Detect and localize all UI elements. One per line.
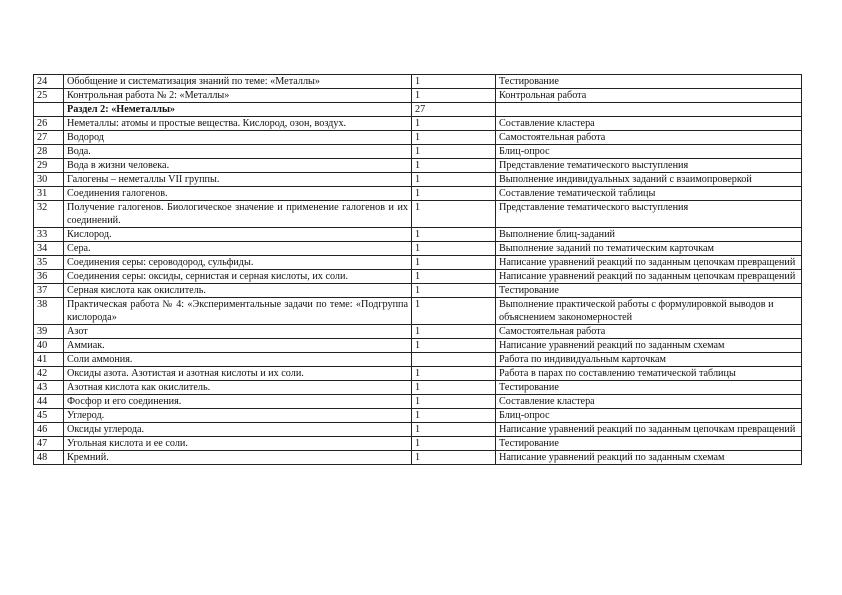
lesson-topic-cell: Соединения серы: сероводород, сульфиды. [64, 256, 412, 270]
lesson-number-cell: 43 [34, 381, 64, 395]
assessment-form-cell: Написание уравнений реакций по заданным схемам [496, 339, 802, 353]
table-row [34, 145, 802, 159]
assessment-form-cell: Самостоятельная работа [496, 131, 802, 145]
lesson-number-cell: 37 [34, 284, 64, 298]
lesson-plan-page [33, 74, 801, 465]
lesson-number-cell: 27 [34, 131, 64, 145]
table-row [34, 270, 802, 284]
lesson-number-cell: 33 [34, 228, 64, 242]
table-row [34, 325, 802, 339]
table-row [34, 395, 802, 409]
assessment-form-cell: Работа по индивидуальным карточкам [496, 353, 802, 367]
table-row [34, 284, 802, 298]
lesson-hours-cell: 1 [412, 228, 496, 242]
lesson-hours-cell: 1 [412, 75, 496, 89]
lesson-topic-cell: Вода в жизни человека. [64, 159, 412, 173]
assessment-form-cell: Составление кластера [496, 117, 802, 131]
lesson-number-cell: 26 [34, 117, 64, 131]
table-row [34, 437, 802, 451]
lesson-hours-cell: 1 [412, 256, 496, 270]
lesson-number-cell: 31 [34, 187, 64, 201]
assessment-form-cell: Выполнение заданий по тематическим карточкам [496, 242, 802, 256]
lesson-number-cell: 38 [34, 298, 64, 325]
lesson-topic-cell: Серная кислота как окислитель. [64, 284, 412, 298]
table-row [34, 298, 802, 325]
lesson-number-cell: 48 [34, 451, 64, 465]
lesson-hours-cell: 1 [412, 437, 496, 451]
assessment-form-cell: Тестирование [496, 381, 802, 395]
lesson-hours-cell: 1 [412, 173, 496, 187]
lesson-topic-cell: Аммиак. [64, 339, 412, 353]
assessment-form-cell: Выполнение блиц-заданий [496, 228, 802, 242]
lesson-hours-cell: 1 [412, 367, 496, 381]
lesson-number-cell: 34 [34, 242, 64, 256]
lesson-topic-cell: Сера. [64, 242, 412, 256]
lesson-hours-cell: 1 [412, 284, 496, 298]
lesson-topic-cell: Оксиды азота. Азотистая и азотная кислоты и их соли. [64, 367, 412, 381]
lesson-topic-cell: Контрольная работа № 2: «Металлы» [64, 89, 412, 103]
assessment-form-cell: Написание уравнений реакций по заданным цепочкам превращений [496, 423, 802, 437]
table-row [34, 187, 802, 201]
lesson-topic-cell: Водород [64, 131, 412, 145]
lesson-number-cell: 39 [34, 325, 64, 339]
assessment-form-cell: Представление тематического выступления [496, 201, 802, 228]
assessment-form-cell: Самостоятельная работа [496, 325, 802, 339]
lesson-topic-cell: Вода. [64, 145, 412, 159]
lesson-topic-cell: Обобщение и систематизация знаний по теме: «Металлы» [64, 75, 412, 89]
lesson-topic-cell: Соединения серы: оксиды, сернистая и серная кислоты, их соли. [64, 270, 412, 284]
lesson-hours-cell: 1 [412, 409, 496, 423]
lesson-number-cell: 32 [34, 201, 64, 228]
lesson-topic-cell: Кремний. [64, 451, 412, 465]
assessment-form-cell: Выполнение индивидуальных заданий с взаимопроверкой [496, 173, 802, 187]
lesson-number-cell: 30 [34, 173, 64, 187]
table-row [34, 242, 802, 256]
lesson-number-cell: 28 [34, 145, 64, 159]
assessment-form-cell: Написание уравнений реакций по заданным цепочкам превращений [496, 256, 802, 270]
table-row [34, 173, 802, 187]
lesson-number-cell: 47 [34, 437, 64, 451]
lesson-plan-table [33, 74, 802, 465]
lesson-hours-cell: 1 [412, 117, 496, 131]
table-row [34, 367, 802, 381]
lesson-topic-cell: Азотная кислота как окислитель. [64, 381, 412, 395]
assessment-form-cell: Тестирование [496, 75, 802, 89]
lesson-number-cell: 40 [34, 339, 64, 353]
table-row [34, 451, 802, 465]
lesson-topic-cell: Фосфор и его соединения. [64, 395, 412, 409]
lesson-topic-cell: Раздел 2: «Неметаллы» [64, 103, 412, 117]
lesson-hours-cell: 1 [412, 89, 496, 103]
lesson-hours-cell: 1 [412, 187, 496, 201]
lesson-topic-cell: Соли аммония. [64, 353, 412, 367]
lesson-hours-cell: 1 [412, 159, 496, 173]
lesson-hours-cell: 1 [412, 381, 496, 395]
lesson-topic-cell: Практическая работа № 4: «Экспериментальные задачи по теме: «Подгруппа кислорода» [64, 298, 412, 325]
lesson-number-cell: 35 [34, 256, 64, 270]
assessment-form-cell: Составление тематической таблицы [496, 187, 802, 201]
assessment-form-cell: Контрольная работа [496, 89, 802, 103]
lesson-number-cell: 29 [34, 159, 64, 173]
lesson-hours-cell: 1 [412, 298, 496, 325]
lesson-hours-cell: 1 [412, 145, 496, 159]
table-row [34, 75, 802, 89]
lesson-hours-cell: 1 [412, 242, 496, 256]
table-row [34, 339, 802, 353]
table-row [34, 117, 802, 131]
lesson-number-cell: 42 [34, 367, 64, 381]
lesson-topic-cell: Галогены – неметаллы VII группы. [64, 173, 412, 187]
table-row [34, 409, 802, 423]
lesson-hours-cell [412, 353, 496, 367]
lesson-number-cell: 46 [34, 423, 64, 437]
lesson-topic-cell: Получение галогенов. Биологическое значение и применение галогенов и их соединений. [64, 201, 412, 228]
lesson-topic-cell: Соединения галогенов. [64, 187, 412, 201]
assessment-form-cell: Написание уравнений реакций по заданным цепочкам превращений [496, 270, 802, 284]
lesson-topic-cell: Угольная кислота и ее соли. [64, 437, 412, 451]
assessment-form-cell: Представление тематического выступления [496, 159, 802, 173]
lesson-number-cell: 41 [34, 353, 64, 367]
lesson-hours-cell: 1 [412, 131, 496, 145]
lesson-number-cell: 24 [34, 75, 64, 89]
lesson-topic-cell: Оксиды углерода. [64, 423, 412, 437]
assessment-form-cell: Тестирование [496, 437, 802, 451]
assessment-form-cell: Блиц-опрос [496, 409, 802, 423]
lesson-topic-cell: Кислород. [64, 228, 412, 242]
lesson-hours-cell: 1 [412, 339, 496, 353]
lesson-number-cell: 25 [34, 89, 64, 103]
lesson-topic-cell: Неметаллы: атомы и простые вещества. Кислород, озон, воздух. [64, 117, 412, 131]
lesson-hours-cell: 1 [412, 423, 496, 437]
table-row [34, 353, 802, 367]
assessment-form-cell: Работа в парах по составлению тематической таблицы [496, 367, 802, 381]
section-header-row [34, 103, 802, 117]
table-row [34, 201, 802, 228]
table-row [34, 228, 802, 242]
table-row [34, 89, 802, 103]
lesson-hours-cell: 1 [412, 325, 496, 339]
lesson-hours-cell: 1 [412, 395, 496, 409]
table-row [34, 423, 802, 437]
lesson-hours-cell: 27 [412, 103, 496, 117]
lesson-plan-table-body [34, 75, 802, 465]
lesson-topic-cell: Азот [64, 325, 412, 339]
table-row [34, 381, 802, 395]
lesson-number-cell: 45 [34, 409, 64, 423]
assessment-form-cell: Блиц-опрос [496, 145, 802, 159]
table-row [34, 256, 802, 270]
lesson-hours-cell: 1 [412, 270, 496, 284]
lesson-number-cell: 44 [34, 395, 64, 409]
lesson-topic-cell: Углерод. [64, 409, 412, 423]
assessment-form-cell [496, 103, 802, 117]
lesson-number-cell [34, 103, 64, 117]
table-row [34, 159, 802, 173]
table-row [34, 131, 802, 145]
lesson-hours-cell: 1 [412, 201, 496, 228]
assessment-form-cell: Написание уравнений реакций по заданным схемам [496, 451, 802, 465]
lesson-number-cell: 36 [34, 270, 64, 284]
lesson-hours-cell: 1 [412, 451, 496, 465]
assessment-form-cell: Составление кластера [496, 395, 802, 409]
assessment-form-cell: Выполнение практической работы с формулировкой выводов и объяснением закономерностей [496, 298, 802, 325]
assessment-form-cell: Тестирование [496, 284, 802, 298]
